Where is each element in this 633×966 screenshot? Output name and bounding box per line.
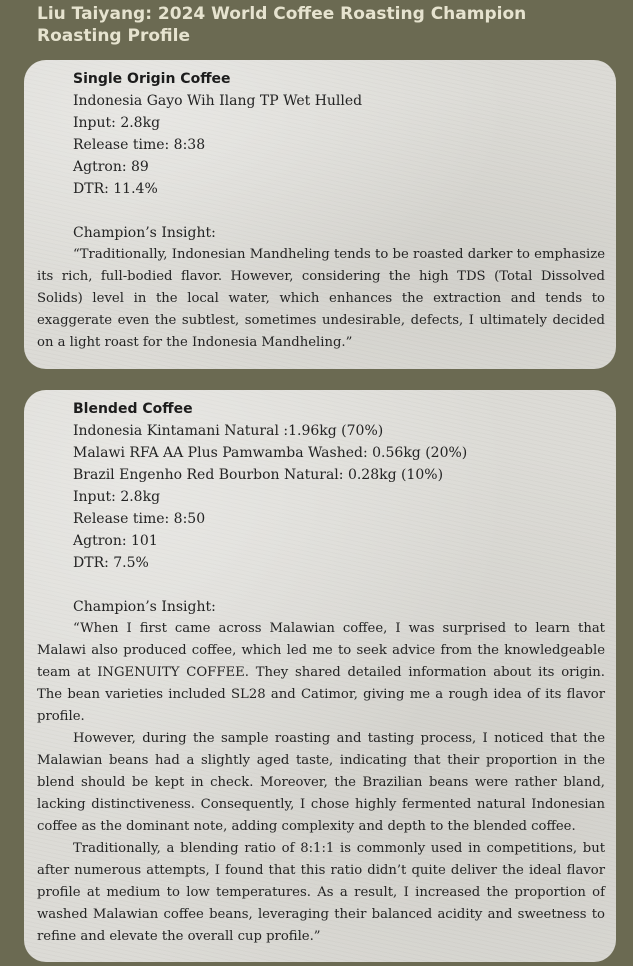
single-origin-insight-text: “Traditionally, Indonesian Mandheling tends to be roasted darker to emphasize its rich, full-bodied flavor. However, considering the high TDS (Total Dissolved Solids) level in the local water, which enhances the extraction and tends to exaggerate even the subtlest, sometimes undesirable, defects, I ultimately decided on a light roast for the Indonesia Mandheling.” [37,247,605,350]
spacer [37,574,605,596]
spacer [37,200,605,222]
blend-insight-paragraph-2: However, during the sample roasting and tasting process, I noticed that the Malawian beans had a slightly aged taste, indicating that their proportion in the blend should be kept in check. Moreover, the Brazilian beans were rather bland, lacking distinctiveness. Consequently, I chose highly fermented natural Indonesian coffee as the dominant note, adding complexity and depth to the blended coffee. [37,731,605,834]
blend-component: Brazil Engenho Red Bourbon Natural: 0.28kg (10%) [73,467,444,483]
single-origin-agtron: Agtron: 89 [73,159,149,175]
blend-agtron: Agtron: 101 [73,533,158,549]
single-origin-bean: Indonesia Gayo Wih Ilang TP Wet Hulled [73,93,363,109]
blend-input: Input: 2.8kg [73,489,161,505]
blend-heading: Blended Coffee [73,401,193,417]
page-title-line-2: Roasting Profile [37,26,190,46]
page-title [37,3,597,47]
blend-component: Malawi RFA AA Plus Pamwamba Washed: 0.56kg (20%) [73,445,468,461]
blend-insight-paragraph-3: Traditionally, a blending ratio of 8:1:1 is commonly used in competitions, but after numerous attempts, I found that this ratio didn’t quite deliver the ideal flavor profile at medium to low temperatures. As a result, I increased the proportion of washed Malawian coffee beans, leveraging their balanced acidity and sweetness to refine and elevate the overall cup profile.” [37,841,605,944]
blend-component: Indonesia Kintamani Natural :1.96kg (70%) [73,423,384,439]
blend-insight-label: Champion’s Insight: [73,599,216,615]
single-origin-dtr: DTR: 11.4% [73,181,158,197]
blend-card [24,390,616,962]
blend-insight-paragraph-1: “When I first came across Malawian coffee, I was surprised to learn that Malawi also produced coffee, which led me to seek advice from the knowledgeable team at INGENUITY COFFEE. They shared detailed information about its origin. The bean varieties included SL28 and Catimor, giving me a rough idea of its flavor profile. [37,621,605,724]
single-origin-heading: Single Origin Coffee [73,71,231,87]
page-title-line-1: Liu Taiyang: 2024 World Coffee Roasting Champion [37,4,527,24]
single-origin-input: Input: 2.8kg [73,115,161,131]
blend-release-time: Release time: 8:50 [73,511,206,527]
single-origin-insight-label: Champion’s Insight: [73,225,216,241]
blend-dtr: DTR: 7.5% [73,555,149,571]
single-origin-release-time: Release time: 8:38 [73,137,206,153]
single-origin-card [24,60,616,369]
